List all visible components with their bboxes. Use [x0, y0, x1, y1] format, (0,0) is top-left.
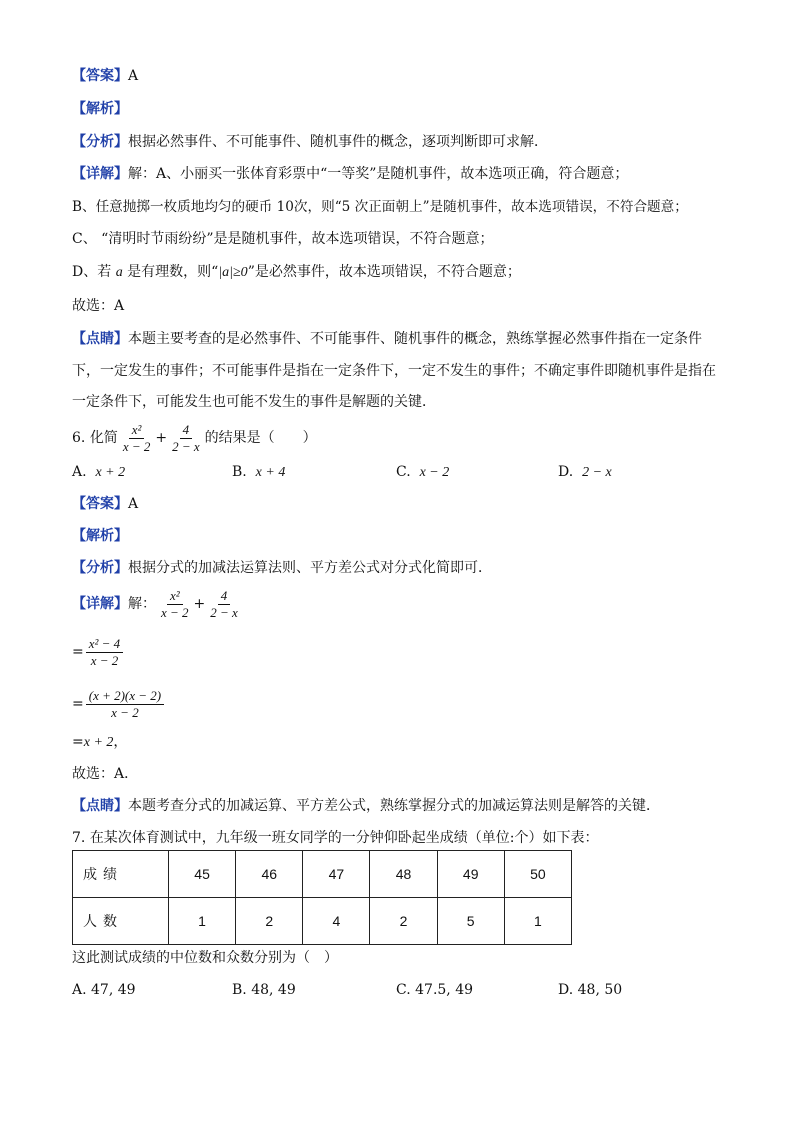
q6-analysis-heading: 【解析】	[72, 528, 128, 544]
option-d-line: D、若 a 是有理数，则“|a|≥0”是必然事件，故本选项错误，不符合题意；	[72, 264, 521, 280]
table-row	[73, 851, 572, 898]
table-cell: 48	[370, 851, 437, 898]
q7-option-c: C. 47.5, 49	[396, 982, 474, 998]
row-header-count: 人数	[73, 898, 169, 945]
table-cell: 1	[169, 898, 236, 945]
table-cell: 1	[504, 898, 571, 945]
table-cell: 2	[236, 898, 303, 945]
step-1-fraction: $\frac{\text{x² − 4}}{x - 2}$	[86, 636, 123, 669]
fenxi-line	[72, 132, 734, 152]
q6-answer-line: 【答案】A	[72, 496, 139, 512]
table-cell: 47	[303, 851, 370, 898]
dianjing-line-2: 下，一定发生的事件；不可能事件是指在一定条件下，一定不发生的事件；不确定事件即随机事件是指在	[72, 363, 716, 379]
table-cell: 50	[504, 851, 571, 898]
option-b-line: B、任意抛掷一枚质地均匀的硬币 10次，则“5 次正面朝上”是随机事件，故本选项错误，不符合题意；	[72, 199, 688, 215]
q6-choose-line: 故选：A．	[72, 766, 139, 782]
q7-option-b: B. 48, 49	[232, 982, 296, 998]
q6-detail-fraction-2: $\frac{4}{2 - x}$	[210, 587, 238, 620]
q6-detail-line: 【详解】解： $\frac{\text{x²}}{x - 2}$ + $\frac{4}{2 - x}$	[72, 586, 734, 622]
dianjing-line-1: 【点睛】本题主要考查的是必然事件、不可能事件、随机事件的概念，熟练掌握必然事件指在一定条件	[72, 331, 702, 347]
table-cell: 5	[437, 898, 504, 945]
abs-expression: |a|≥0	[218, 265, 248, 280]
analysis-heading	[72, 99, 734, 119]
q6-option-a: A. x + 2	[72, 464, 126, 480]
q6-stem: 6. 化简 $\frac{\text{x²}}{x - 2}$ + $\frac{4}{2 - x}$ 的结果是（ ）	[72, 421, 317, 454]
q6-option-b: B. x + 4	[232, 464, 286, 480]
fenxi-tag: 【分析】	[72, 134, 128, 150]
q6-step-1: = $\frac{\text{x² − 4}}{x - 2}$	[72, 634, 734, 670]
q6-fraction-1: $\frac{\text{x²}}{x - 2}$	[122, 421, 151, 454]
answer-tag: 【答案】	[72, 68, 128, 84]
fenxi-text: 根据必然事件、不可能事件、随机事件的概念，逐项判断即可求解．	[128, 134, 548, 150]
q7-stem: 7. 在某次体育测试中，九年级一班女同学的一分钟仰卧起坐成绩（单位:个）如下表：	[72, 830, 599, 846]
q7-question: 这此测试成绩的中位数和众数分别为（ ）	[72, 950, 338, 966]
q6-fraction-2: $\frac{4}{2 - x}$	[172, 421, 200, 454]
table-cell: 2	[370, 898, 437, 945]
answer-line	[72, 66, 734, 86]
step-2-fraction: $\frac{(x + 2)(x - 2)}{x - 2}$	[86, 688, 164, 721]
q6-fenxi-line: 【分析】根据分式的加减法运算法则、平方差公式对分式化简即可．	[72, 560, 492, 576]
table-cell: 4	[303, 898, 370, 945]
table-cell: 45	[169, 851, 236, 898]
detail-tag: 【详解】	[72, 166, 128, 182]
q6-option-d: D. 2 − x	[558, 464, 612, 480]
row-header-score: 成绩	[73, 851, 169, 898]
table-row	[73, 898, 572, 945]
q6-number: 6.	[72, 430, 86, 446]
q6-dianjing-line: 【点睛】本题考查分式的加减运算、平方差公式，熟练掌握分式的加减运算法则是解答的关键．	[72, 798, 660, 814]
q7-option-d: D. 48, 50	[558, 982, 623, 998]
q7-number: 7.	[72, 830, 86, 846]
table-cell: 49	[437, 851, 504, 898]
table-cell: 46	[236, 851, 303, 898]
option-c-line: C、 “清明时节雨纷纷”是是随机事件，故本选项错误，不符合题意；	[72, 231, 494, 247]
dianjing-tag: 【点睛】	[72, 331, 128, 347]
detail-text: 解：A、小丽买一张体育彩票中“一等奖”是随机事件，故本选项正确，符合题意；	[128, 166, 629, 182]
dianjing-line-3: 一定条件下，可能发生也可能不发生的事件是解题的关键．	[72, 394, 436, 410]
variable-a: a	[115, 265, 123, 280]
choose-line: 故选：A	[72, 298, 125, 314]
score-table	[72, 850, 572, 945]
analysis-tag: 【解析】	[72, 101, 128, 117]
q6-step-3: =x + 2，	[72, 734, 128, 750]
q6-step-2: = $\frac{(x + 2)(x - 2)}{x - 2}$	[72, 686, 734, 722]
q6-option-c: C. x − 2	[396, 464, 450, 480]
q7-option-a: A. 47, 49	[72, 982, 136, 998]
detail-line	[72, 164, 734, 184]
q6-detail-fraction-1: $\frac{\text{x²}}{x - 2}$	[161, 587, 189, 620]
answer-value: A	[128, 68, 139, 84]
